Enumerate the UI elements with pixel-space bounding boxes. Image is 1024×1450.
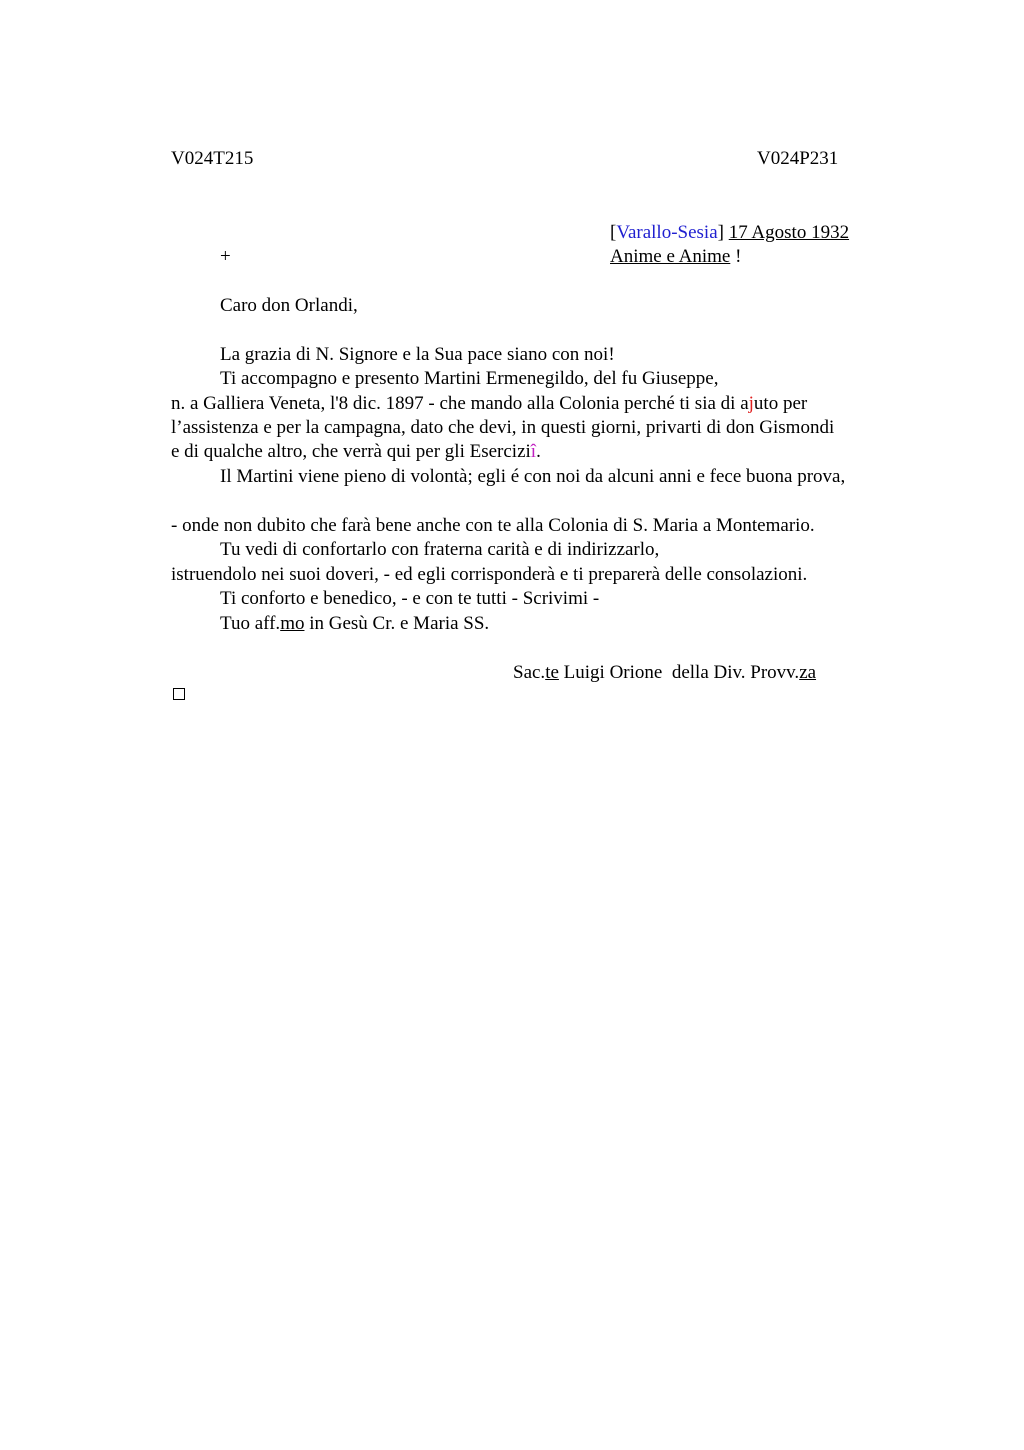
closing-line [220,613,489,635]
text-run: Sac. [513,662,546,683]
text-run: te [545,662,559,683]
annotated-letter: î [530,441,537,462]
text-run: in Gesù Cr. e Maria SS. [304,613,490,634]
text-run: Tuo aff. [220,613,281,634]
text-run: Luigi Orione della Div. Provv. [558,662,800,683]
text-run: e di qualche altro, che verrà qui per gli Esercizi [171,441,531,462]
dateline [610,222,849,244]
body-line: - onde non dubito che farà bene anche con te alla Colonia di S. Maria a Montemario. [171,515,815,536]
body-line: Il Martini viene pieno di volontà; egli é con noi da alcuni anni e fece buona prova, [220,466,846,487]
body-line: La grazia di N. Signore e la Sua pace siano con noi! [220,344,615,365]
signature [513,662,816,684]
document-code-right: V024P231 [757,148,839,169]
motto-line [610,246,741,268]
document-code-left: V024T215 [171,148,254,169]
body-line: Tu vedi di confortarlo con fraterna carità e di indirizzarlo, [220,539,660,560]
body-line [171,441,541,463]
text-run: za [799,662,817,683]
motto-suffix: ! [730,246,742,267]
motto: Anime e Anime [610,246,731,267]
text-run: . [536,441,541,462]
text-run: uto per [753,393,808,414]
body-line [171,393,807,415]
bracket-open: [ [610,222,617,243]
text-run: mo [280,613,305,634]
text-run: n. a Galliera Veneta, l'8 dic. 1897 - che mando alla Colonia perché ti sia di a [171,393,749,414]
body-line: istruendolo nei suoi doveri, - ed egli corrisponderà e ti preparerà delle consolazioni. [171,564,808,585]
body-line: l’assistenza e per la campagna, dato che devi, in questi giorni, privarti di don Gismondi [171,417,835,438]
body-line: Ti conforto e benedico, - e con te tutti - Scrivimi - [220,588,600,609]
place-name: Varallo-Sesia [616,222,718,243]
annotated-letter: j [748,393,754,414]
body-line: Ti accompagno e presento Martini Ermenegildo, del fu Giuseppe, [220,368,719,389]
salutation: Caro don Orlandi, [220,295,358,316]
bracket-close: ] [717,222,724,243]
letter-date: 17 Agosto 1932 [728,222,850,243]
end-marker-box [173,688,185,700]
cross-mark: + [220,246,231,267]
